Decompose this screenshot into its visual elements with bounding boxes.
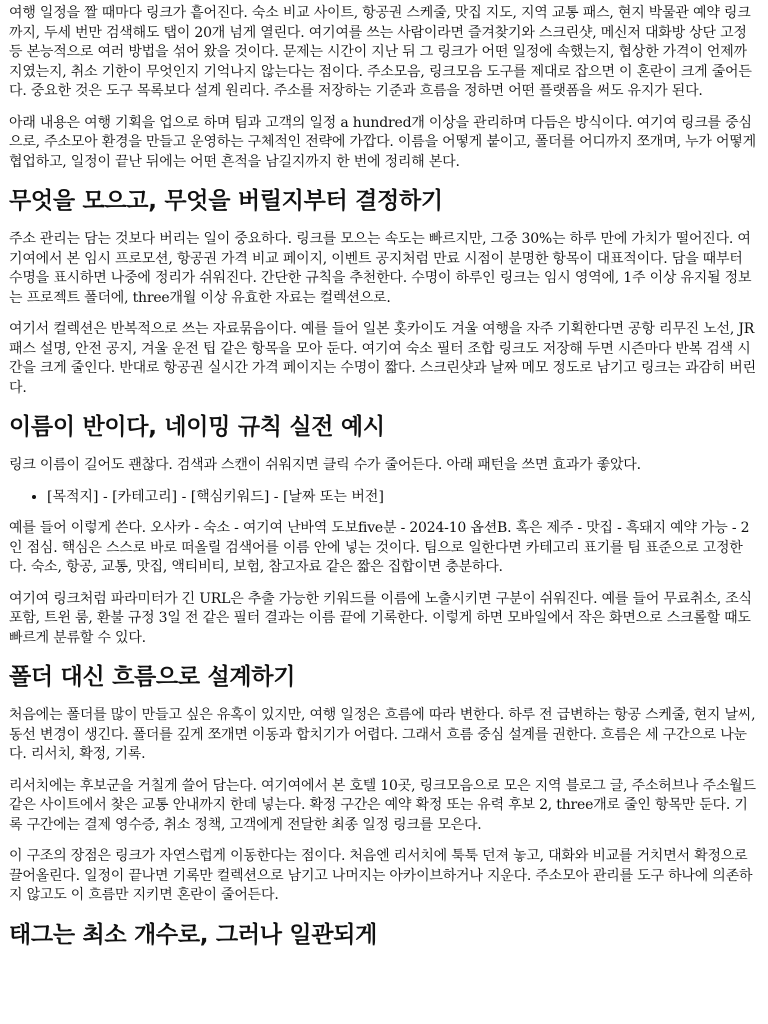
- section1-paragraph-2: 여기서 컬렉션은 반복적으로 쓰는 자료묶음이다. 예를 들어 일본 홋카이도 겨울 여행을 자주 기획한다면 공항 리무진 노선, JR 패스 설명, 안전 공지, 겨울 운전 팁 같은 항목을 모아 둔다. 여기여 숙소 필터 조합 링크도 저장해 두면 시즌마다 반복 검색 시간을 크게 줄인다. 반대로 항공권 실시간 가격 페이지는 수명이 짧다. 스크린샷과 날짜 메모 정도로 남기고 링크는 과감히 버린다.: [9, 321, 756, 396]
- section2-paragraph-1: 링크 이름이 길어도 괜찮다. 검색과 스캔이 쉬워지면 클릭 수가 줄어든다. 아래 패턴을 쓰면 효과가 좋았다.: [9, 457, 641, 473]
- intro-paragraph-2: 아래 내용은 여행 기획을 업으로 하며 팀과 고객의 일정 a hundred개 이상을 관리하며 다듬은 방식이다. 여기여 링크를 중심으로, 주소모아 환경을 만들고 운영하는 구체적인 전략에 가깝다. 이름을 어떻게 붙이고, 폴더를 어디까지 쪼개며, 누가 어떻게 협업하고, 일정이 끝난 뒤에는 어떤 흔적을 남길지까지 한 번에 정리해 본다.: [9, 114, 756, 170]
- section-heading-naming-rules: 이름이 반이다, 네이밍 규칙 실전 예시: [9, 414, 385, 440]
- section3-paragraph-2: 리서치에는 후보군을 거칠게 쓸어 담는다. 여기여에서 본 호텔 10곳, 링크모음으로 모은 지역 블로그 글, 주소허브나 주소월드 같은 사이트에서 찾은 교통 안내까지 한데 넣는다. 확정 구간은 예약 확정 또는 유력 후보 2, three개로 줄인 항목만 둔다. 기록 구간에는 결제 영수증, 취소 정책, 고객에게 전달한 최종 일정 링크를 모은다.: [9, 777, 756, 833]
- section2-paragraph-3: 여기여 링크처럼 파라미터가 긴 URL은 추출 가능한 키워드를 이름에 노출시키면 구분이 쉬워진다. 예를 들어 무료취소, 조식 포함, 트윈 룸, 환불 규정 3일 전 같은 필터 결과는 이름 끝에 기록한다. 이렇게 하면 모바일에서 작은 화면으로 스크롤할 때도 빠르게 분류할 수 있다.: [9, 590, 752, 646]
- intro-paragraph-1: 여행 일정을 짤 때마다 링크가 흩어진다. 숙소 비교 사이트, 항공권 스케줄, 맛집 지도, 지역 교통 패스, 현지 박물관 예약 링크까지, 두세 번만 검색해도 탭이 20개 넘게 열린다. 여기여를 쓰는 사람이라면 즐겨찾기와 스크린샷, 메신저 대화방 상단 고정 등 본능적으로 여러 방법을 섞어 왔을 것이다. 문제는 시간이 지난 뒤 그 링크가 어떤 일정에 속했는지, 협상한 가격이 언제까지였는지, 취소 기한이 무엇인지 기억나지 않는다는 점이다. 주소모음, 링크모음 도구를 제대로 잡으면 이 혼란이 크게 줄어든다. 중요한 것은 도구 목록보다 설계 원리다. 주소를 저장하는 기준과 흐름을 정하면 어떤 플랫폼을 써도 유지가 된다.: [9, 5, 752, 99]
- section3-paragraph-3: 이 구조의 장점은 링크가 자연스럽게 이동한다는 점이다. 처음엔 리서치에 툭툭 던져 놓고, 대화와 비교를 거치면서 확정으로 끌어올린다. 일정이 끝나면 기록만 컬렉션으로 남기고 나머지는 아카이브하거나 지운다. 주소모아 관리를 도구 하나에 의존하지 않고도 이 흐름만 지키면 혼란이 줄어든다.: [9, 848, 753, 903]
- section-heading-flow-design: 폴더 대신 흐름으로 설계하기: [9, 664, 296, 690]
- section2-paragraph-2: 예를 들어 이렇게 쓴다. 오사카 - 숙소 - 여기여 난바역 도보five분 - 2024-10 옵션B. 혹은 제주 - 맛집 - 흑돼지 예약 가능 - 2인 점심. 핵심은 스스로 바로 떠올릴 검색어를 이름 안에 넣는 것이다. 팀으로 일한다면 카테고리 표기를 팀 표준으로 고정한다. 숙소, 항공, 교통, 맛집, 액티비티, 보험, 참고자료 같은 짧은 집합이면 충분하다.: [9, 520, 750, 575]
- naming-pattern-list: [9, 488, 759, 508]
- list-item: • [목적지] - [카테고리] - [핵심키워드] - [날짜 또는 버전]: [47, 488, 759, 508]
- section-heading-collect-discard: 무엇을 모으고, 무엇을 버릴지부터 결정하기: [9, 188, 443, 214]
- section-heading-tags: 태그는 최소 개수로, 그러나 일관되게: [9, 921, 378, 948]
- section3-paragraph-1: 처음에는 폴더를 많이 만들고 싶은 유혹이 있지만, 여행 일정은 흐름에 따라 변한다. 하루 전 급변하는 항공 스케줄, 현지 날씨, 동선 변경이 생긴다. 폴더를 깊게 쪼개면 이동과 합치기가 어렵다. 그래서 흐름 중심 설계를 권한다. 흐름은 세 구간으로 나눈다. 리서치, 확정, 기록.: [9, 707, 756, 762]
- section1-paragraph-1: 주소 관리는 담는 것보다 버리는 일이 중요하다. 링크를 모으는 속도는 빠르지만, 그중 30%는 하루 만에 가치가 떨어진다. 여기여에서 본 임시 프로모션, 항공권 가격 비교 페이지, 이벤트 공지처럼 만료 시점이 분명한 항목이 대표적이다. 담을 때부터 수명을 표시하면 나중에 정리가 쉬워진다. 간단한 규칙을 추천한다. 수명이 하루인 링크는 임시 영역에, 1주 이상 유지될 정보는 프로젝트 폴더에, three개월 이상 유효한 자료는 컬렉션으로.: [9, 231, 752, 306]
